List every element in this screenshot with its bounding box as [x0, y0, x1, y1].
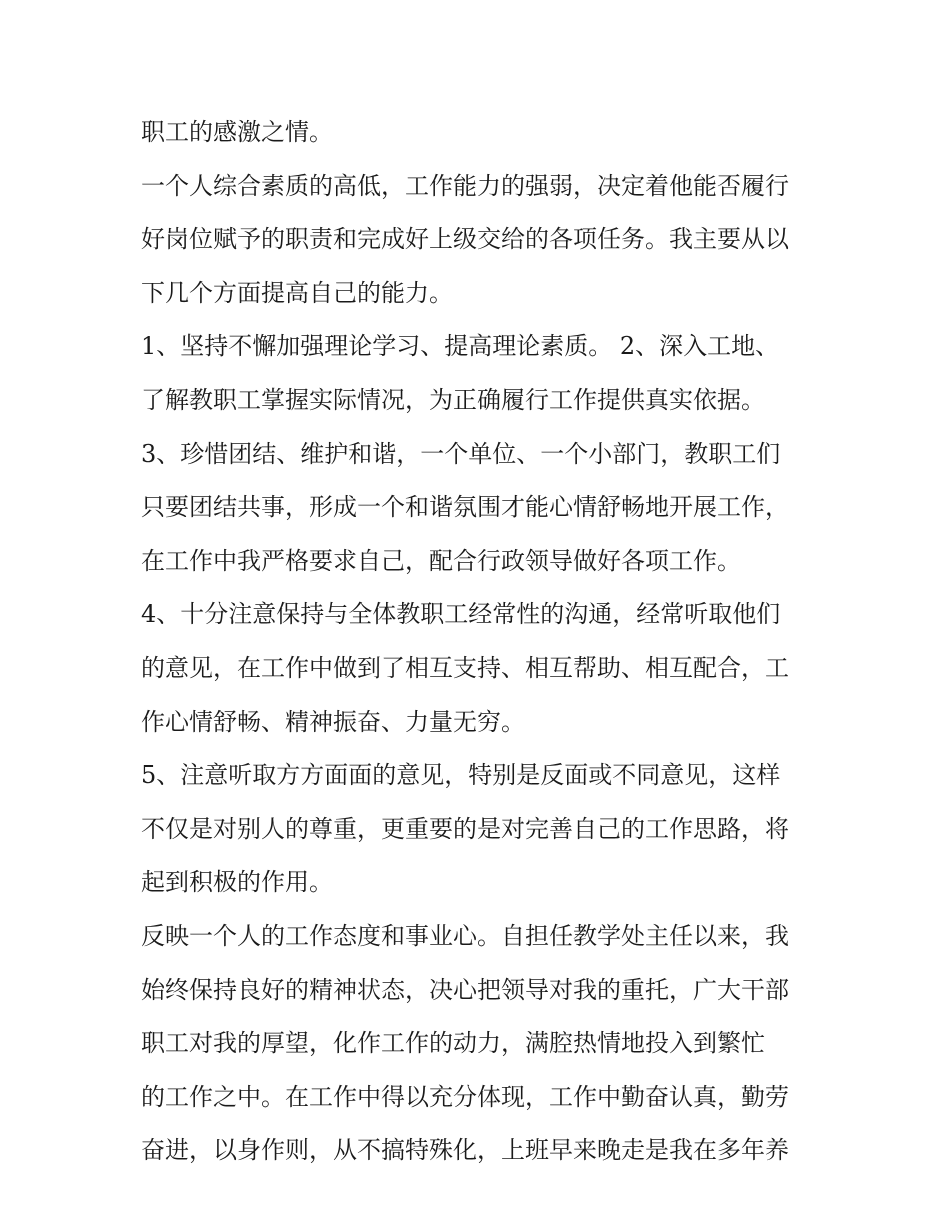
text-line: 职工对我的厚望，化作工作的动力，满腔热情地投入到繁忙 [141, 1029, 765, 1058]
text-line: 的工作之中。在工作中得以充分体现，工作中勤奋认真，勤劳 [141, 1082, 789, 1111]
text-line: 反映一个人的工作态度和事业心。自担任教学处主任以来，我 [141, 921, 789, 950]
text-line: 在工作中我严格要求自己，配合行政领导做好各项工作。 [141, 546, 741, 575]
text-line: 只要团结共事，形成一个和谐氛围才能心情舒畅地开展工作， [141, 493, 789, 522]
text-line: 作心情舒畅、精神振奋、力量无穷。 [141, 707, 525, 736]
text-line: 职工的感激之情。 [141, 118, 333, 146]
text-line: 1、坚持不懈加强理论学习、提高理论素质。 2、深入工地、 [141, 332, 780, 361]
text-line: 不仅是对别人的尊重，更重要的是对完善自己的工作思路，将 [141, 814, 789, 843]
text-line: 好岗位赋予的职责和完成好上级交给的各项任务。我主要从以 [141, 225, 789, 254]
text-line: 下几个方面提高自己的能力。 [141, 278, 453, 307]
text-line: 了解教职工掌握实际情况，为正确履行工作提供真实依据。 [141, 385, 765, 414]
text-line: 3、珍惜团结、维护和谐，一个单位、一个小部门，教职工们 [141, 439, 781, 468]
text-line: 始终保持良好的精神状态，决心把领导对我的重托，广大干部 [141, 975, 789, 1004]
text-line: 奋进，以身作则，从不搞特殊化，上班早来晚走是我在多年养 [141, 1136, 789, 1165]
text-line: 一个人综合素质的高低，工作能力的强弱，决定着他能否履行 [141, 171, 789, 200]
text-line: 5、注意听取方方面面的意见，特别是反面或不同意见，这样 [141, 761, 781, 790]
text-line: 的意见，在工作中做到了相互支持、相互帮助、相互配合，工 [141, 653, 789, 682]
document-body [141, 106, 831, 1178]
text-line: 起到积极的作用。 [141, 868, 333, 897]
text-line: 4、十分注意保持与全体教职工经常性的沟通，经常听取他们 [141, 600, 781, 629]
